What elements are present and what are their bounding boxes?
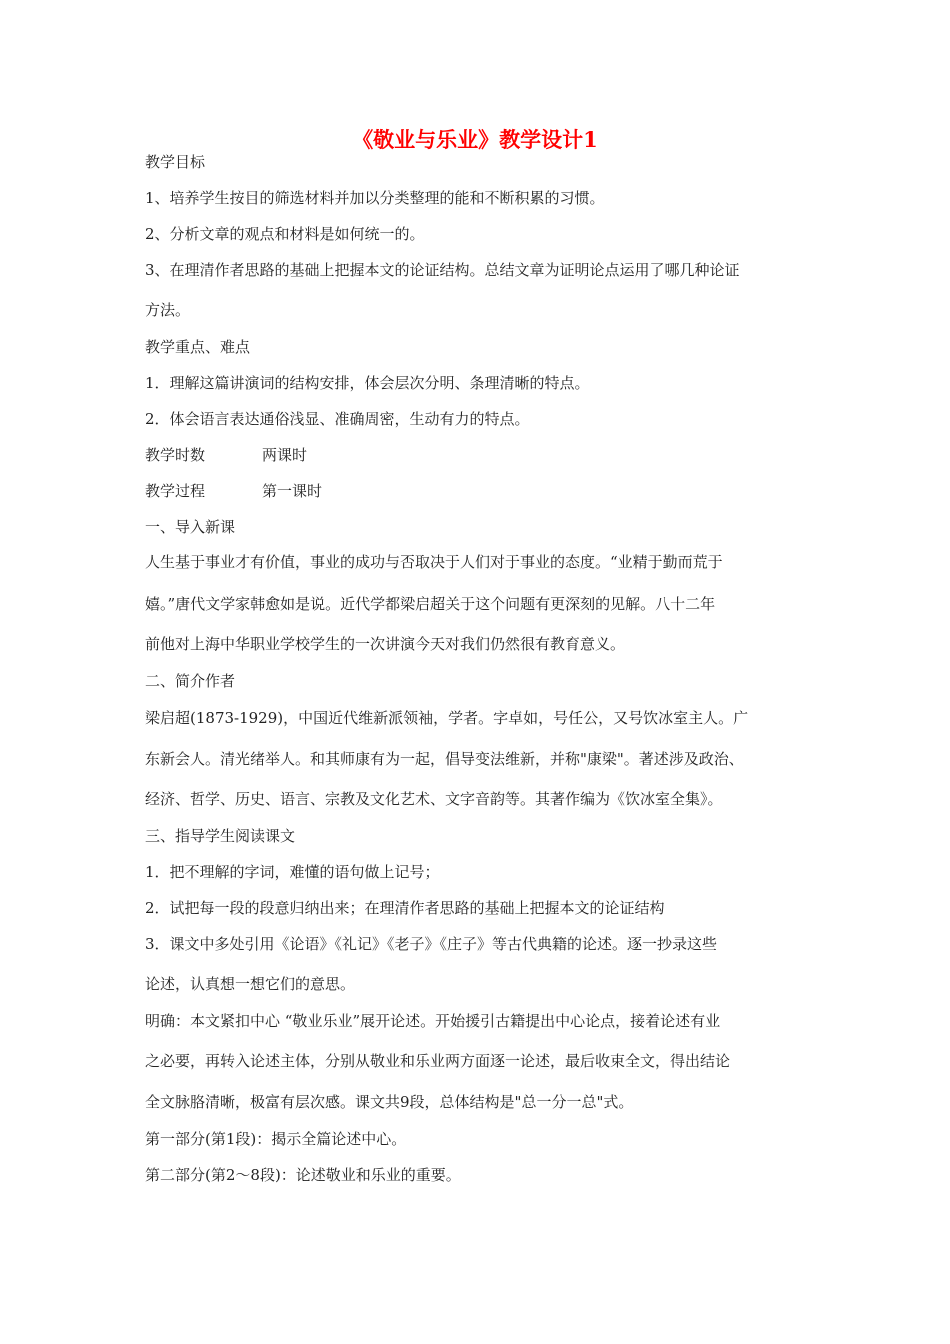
section-heading-author: 二、简介作者 [145, 672, 236, 690]
document-title: 《敬业与乐业》教学设计1 [352, 127, 598, 152]
goal-item-2: 2、分析文章的观点和材料是如何统一的。 [145, 225, 425, 243]
teaching-hours-value: 两课时 [262, 446, 308, 464]
part-two-summary: 第二部分(第2～8段)：论述敬业和乐业的重要。 [145, 1166, 461, 1184]
goal-item-1: 1、培养学生按目的筛选材料并加以分类整理的能和不断积累的习惯。 [145, 189, 605, 207]
reading-task-2: 2．试把每一段的段意归纳出来；在理清作者思路的基础上把握本文的论证结构 [145, 899, 665, 917]
goal-item-3: 3、在理清作者思路的基础上把握本文的论证结构。总结文章为证明论点运用了哪几种论证 [145, 261, 740, 279]
teaching-hours-row [145, 444, 307, 466]
author-paragraph-line-3: 经济、哲学、历史、语言、宗教及文化艺术、文字音韵等。其著作编为《饮冰室全集》。 [145, 790, 723, 808]
teaching-hours-label: 教学时数 [145, 446, 206, 464]
part-one-summary: 第一部分(第1段)：揭示全篇论述中心。 [145, 1130, 407, 1148]
teaching-process-row [145, 480, 322, 502]
goal-item-3-continued: 方法。 [145, 301, 191, 319]
teaching-process-label: 教学过程 [145, 482, 206, 500]
heading-key-points: 教学重点、难点 [145, 338, 251, 356]
clarification-line-2: 之必要，再转入论述主体，分别从敬业和乐业两方面逐一论述，最后收束全文，得出结论 [145, 1052, 731, 1070]
section-heading-reading: 三、指导学生阅读课文 [145, 827, 296, 845]
clarification-line-1: 明确：本文紧扣中心 “敬业乐业”展开论述。开始援引古籍提出中心论点，接着论述有业 [145, 1012, 721, 1030]
reading-task-3-continued: 论述，认真想一想它们的意思。 [145, 975, 356, 993]
introduction-paragraph-line-3: 前他对上海中华职业学校学生的一次讲演今天对我们仍然很有教育意义。 [145, 635, 626, 653]
reading-task-1: 1．把不理解的字词，难懂的语句做上记号； [145, 863, 440, 881]
key-point-1: 1．理解这篇讲演词的结构安排，体会层次分明、条理清晰的特点。 [145, 374, 590, 392]
section-heading-introduction: 一、导入新课 [145, 518, 236, 536]
heading-teaching-goals: 教学目标 [145, 153, 206, 171]
introduction-paragraph-line-2: 嬉。”唐代文学家韩愈如是说。近代学都梁启超关于这个问题有更深刻的见解。八十二年 [145, 595, 716, 613]
key-point-2: 2．体会语言表达通俗浅显、准确周密，生动有力的特点。 [145, 410, 530, 428]
teaching-process-value: 第一课时 [262, 482, 323, 500]
author-paragraph-line-1: 梁启超(1873-1929)，中国近代维新派领袖，学者。字卓如，号任公，又号饮冰室主人。广 [145, 709, 749, 727]
clarification-line-3: 全文脉胳清晰，极富有层次感。课文共9段，总体结构是"总一分一总"式。 [145, 1093, 634, 1111]
reading-task-3: 3．课文中多处引用《论语》《礼记》《老子》《庄子》等古代典籍的论述。逐一抄录这些 [145, 935, 718, 953]
author-paragraph-line-2: 东新会人。清光绪举人。和其师康有为一起，倡导变法维新，并称"康梁"。著述涉及政治、 [145, 750, 744, 768]
introduction-paragraph-line-1: 人生基于事业才有价值，事业的成功与否取决于人们对于事业的态度。“业精于勤而荒于 [145, 553, 723, 571]
